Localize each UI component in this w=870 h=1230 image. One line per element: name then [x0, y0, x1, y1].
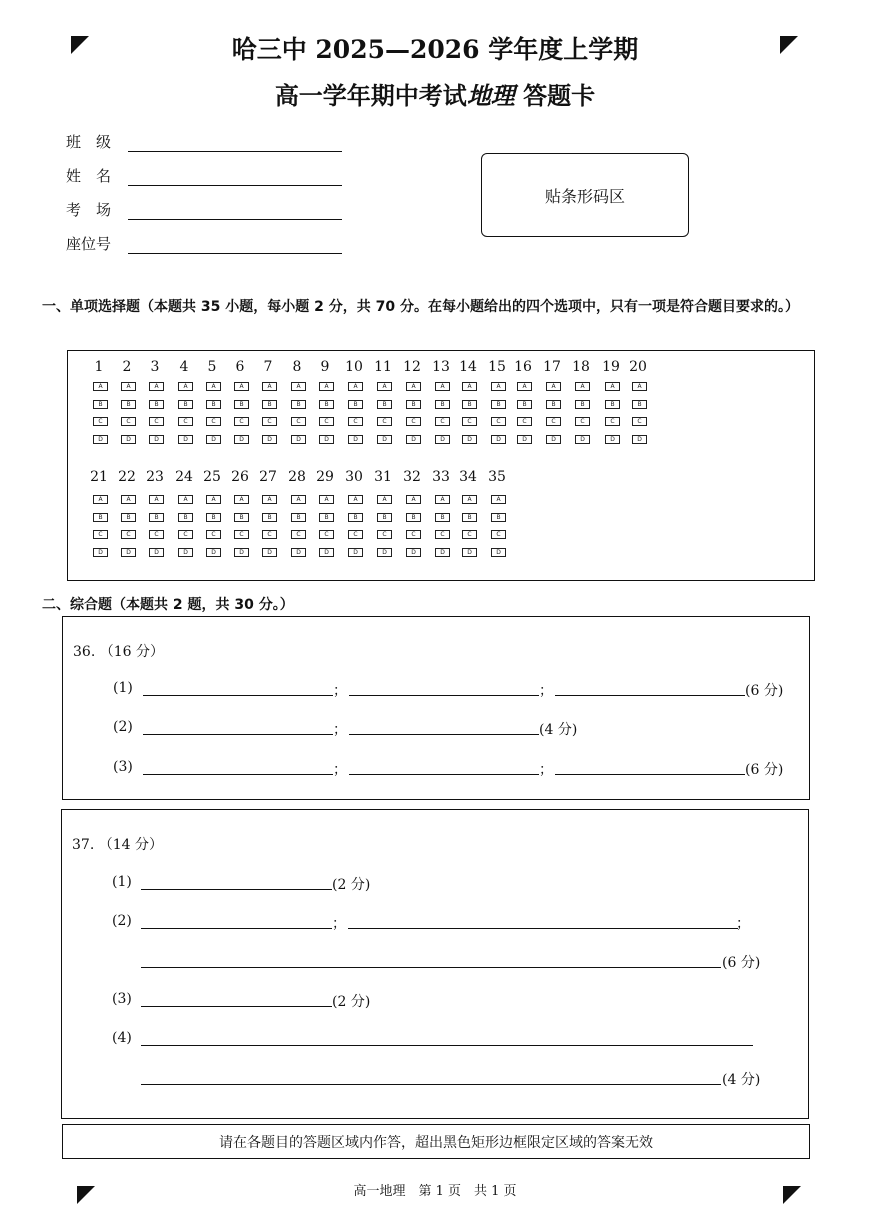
question-number: 19: [602, 359, 620, 375]
answer-bubble-34-b[interactable]: B: [462, 513, 477, 522]
answer-bubble-32-b[interactable]: B: [406, 513, 421, 522]
answer-bubble-1-c[interactable]: C: [93, 417, 108, 426]
answer-line[interactable]: [143, 695, 333, 696]
answer-bubble-14-a[interactable]: A: [462, 382, 477, 391]
answer-bubble-11-c[interactable]: C: [377, 417, 392, 426]
notice-box: [62, 1124, 810, 1159]
info-row-class: [66, 130, 342, 152]
score-label: (4 分): [722, 1072, 761, 1088]
page-footer: 高一地理 第 1 页 共 1 页: [353, 1184, 517, 1199]
answer-bubble-10-d[interactable]: D: [348, 435, 363, 444]
page-title: 哈三中 2025—2026 学年度上学期: [231, 35, 639, 64]
answer-bubble-16-d[interactable]: D: [517, 435, 532, 444]
seat-number-field[interactable]: [128, 237, 342, 254]
answer-line[interactable]: [141, 1084, 721, 1085]
answer-bubble-8-d[interactable]: D: [291, 435, 306, 444]
question-number: 30: [345, 469, 363, 485]
score-label: (6 分): [745, 762, 784, 778]
answer-bubble-16-c[interactable]: C: [517, 417, 532, 426]
answer-bubble-33-d[interactable]: D: [435, 548, 450, 557]
answer-bubble-24-a[interactable]: A: [178, 495, 193, 504]
info-row-exam-room: [66, 198, 342, 220]
answer-bubble-16-b[interactable]: B: [517, 400, 532, 409]
answer-line[interactable]: [349, 734, 539, 735]
question-number: 11: [374, 359, 392, 375]
answer-bubble-32-c[interactable]: C: [406, 530, 421, 539]
answer-bubble-5-d[interactable]: D: [206, 435, 221, 444]
answer-bubble-33-b[interactable]: B: [435, 513, 450, 522]
answer-bubble-25-d[interactable]: D: [206, 548, 221, 557]
question-36-box: [62, 616, 810, 800]
answer-bubble-23-c[interactable]: C: [149, 530, 164, 539]
answer-bubble-26-b[interactable]: B: [234, 513, 249, 522]
answer-bubble-28-d[interactable]: D: [291, 548, 306, 557]
score-label: (2 分): [332, 994, 371, 1010]
answer-bubble-19-a[interactable]: A: [605, 382, 620, 391]
info-row-seat: [66, 232, 342, 254]
answer-bubble-21-d[interactable]: D: [93, 548, 108, 557]
answer-bubble-15-d[interactable]: D: [491, 435, 506, 444]
part-label: (3): [113, 759, 133, 775]
answer-bubble-30-a[interactable]: A: [348, 495, 363, 504]
answer-bubble-2-b[interactable]: B: [121, 400, 136, 409]
question-number: 17: [543, 359, 561, 375]
question-number: 8: [292, 359, 302, 375]
answer-bubble-17-d[interactable]: D: [546, 435, 561, 444]
notice-text: 请在各题目的答题区域内作答，超出黑色矩形边框限定区域的答案无效: [219, 1134, 653, 1151]
answer-bubble-5-b[interactable]: B: [206, 400, 221, 409]
answer-bubble-13-b[interactable]: B: [435, 400, 450, 409]
answer-bubble-9-a[interactable]: A: [319, 382, 334, 391]
answer-bubble-33-a[interactable]: A: [435, 495, 450, 504]
answer-bubble-10-a[interactable]: A: [348, 382, 363, 391]
info-row-name: [66, 164, 342, 186]
answer-bubble-10-c[interactable]: C: [348, 417, 363, 426]
answer-bubble-14-d[interactable]: D: [462, 435, 477, 444]
answer-line[interactable]: [143, 774, 333, 775]
question-number: 34: [459, 469, 477, 485]
answer-bubble-6-d[interactable]: D: [234, 435, 249, 444]
answer-bubble-33-c[interactable]: C: [435, 530, 450, 539]
score-label: (2 分): [332, 877, 371, 893]
answer-bubble-3-b[interactable]: B: [149, 400, 164, 409]
answer-bubble-35-b[interactable]: B: [491, 513, 506, 522]
question-number: 31: [374, 469, 392, 485]
answer-bubble-4-c[interactable]: C: [178, 417, 193, 426]
answer-bubble-23-b[interactable]: B: [149, 513, 164, 522]
question-number: 25: [203, 469, 221, 485]
answer-bubble-24-b[interactable]: B: [178, 513, 193, 522]
answer-bubble-21-c[interactable]: C: [93, 530, 108, 539]
answer-bubble-34-d[interactable]: D: [462, 548, 477, 557]
question-number: 26: [231, 469, 249, 485]
answer-bubble-28-b[interactable]: B: [291, 513, 306, 522]
answer-bubble-8-c[interactable]: C: [291, 417, 306, 426]
answer-bubble-32-d[interactable]: D: [406, 548, 421, 557]
answer-bubble-30-d[interactable]: D: [348, 548, 363, 557]
question-number: 5: [207, 359, 217, 375]
barcode-label: 贴条形码区: [544, 186, 625, 206]
answer-bubble-1-d[interactable]: D: [93, 435, 108, 444]
answer-bubble-26-c[interactable]: C: [234, 530, 249, 539]
answer-bubble-19-c[interactable]: C: [605, 417, 620, 426]
answer-bubble-22-b[interactable]: B: [121, 513, 136, 522]
info-label: 班 级: [66, 133, 112, 151]
answer-bubble-16-a[interactable]: A: [517, 382, 532, 391]
section1-heading: 一、单项选择题（本题共 35 小题，每小题 2 分，共 70 分。在每小题给出的四个选项中，只有一项是符合题目要求的。）: [42, 299, 799, 315]
answer-bubble-34-a[interactable]: A: [462, 495, 477, 504]
answer-bubble-12-d[interactable]: D: [406, 435, 421, 444]
answer-bubble-21-a[interactable]: A: [93, 495, 108, 504]
score-label: (6 分): [722, 955, 761, 971]
answer-bubble-14-c[interactable]: C: [462, 417, 477, 426]
answer-bubble-10-b[interactable]: B: [348, 400, 363, 409]
answer-bubble-23-d[interactable]: D: [149, 548, 164, 557]
question-number: 24: [175, 469, 193, 485]
answer-line[interactable]: [141, 889, 332, 890]
answer-bubble-30-c[interactable]: C: [348, 530, 363, 539]
question-number: 35: [488, 469, 506, 485]
exam-room-field[interactable]: [128, 203, 342, 220]
question-number: 1: [94, 359, 104, 375]
separator: ；: [539, 683, 553, 699]
question-number: 12: [403, 359, 421, 375]
answer-bubble-17-a[interactable]: A: [546, 382, 561, 391]
question-number: 7: [263, 359, 273, 375]
question-number: 29: [316, 469, 334, 485]
answer-bubble-4-b[interactable]: B: [178, 400, 193, 409]
separator: ；: [539, 762, 553, 778]
answer-bubble-35-c[interactable]: C: [491, 530, 506, 539]
answer-bubble-8-a[interactable]: A: [291, 382, 306, 391]
answer-bubble-18-a[interactable]: A: [575, 382, 590, 391]
answer-bubble-14-b[interactable]: B: [462, 400, 477, 409]
answer-bubble-27-d[interactable]: D: [262, 548, 277, 557]
answer-line[interactable]: [141, 967, 721, 968]
question-number: 27: [259, 469, 277, 485]
score-label: (6 分): [745, 683, 784, 699]
separator: ；: [333, 722, 347, 738]
answer-bubble-3-a[interactable]: A: [149, 382, 164, 391]
answer-bubble-4-d[interactable]: D: [178, 435, 193, 444]
answer-bubble-21-b[interactable]: B: [93, 513, 108, 522]
separator: ；: [332, 916, 346, 932]
answer-bubble-18-c[interactable]: C: [575, 417, 590, 426]
answer-bubble-5-c[interactable]: C: [206, 417, 221, 426]
answer-bubble-17-c[interactable]: C: [546, 417, 561, 426]
part-label: (1): [112, 874, 132, 890]
answer-line[interactable]: [143, 734, 333, 735]
answer-bubble-23-a[interactable]: A: [149, 495, 164, 504]
answer-bubble-25-c[interactable]: C: [206, 530, 221, 539]
answer-bubble-7-c[interactable]: C: [262, 417, 277, 426]
answer-bubble-2-c[interactable]: C: [121, 417, 136, 426]
answer-bubble-24-d[interactable]: D: [178, 548, 193, 557]
answer-bubble-4-a[interactable]: A: [178, 382, 193, 391]
answer-bubble-35-d[interactable]: D: [491, 548, 506, 557]
answer-bubble-11-a[interactable]: A: [377, 382, 392, 391]
answer-bubble-25-b[interactable]: B: [206, 513, 221, 522]
answer-bubble-11-d[interactable]: D: [377, 435, 392, 444]
answer-bubble-6-c[interactable]: C: [234, 417, 249, 426]
answer-bubble-28-c[interactable]: C: [291, 530, 306, 539]
question-36-title: 36. （16 分）: [73, 644, 164, 660]
answer-line[interactable]: [349, 774, 539, 775]
answer-bubble-29-c[interactable]: C: [319, 530, 334, 539]
info-label: 座位号: [66, 235, 112, 253]
separator: ；: [333, 762, 347, 778]
answer-line[interactable]: [555, 695, 745, 696]
answer-bubble-7-b[interactable]: B: [262, 400, 277, 409]
question-number: 4: [179, 359, 189, 375]
answer-line[interactable]: [555, 774, 745, 775]
answer-bubble-27-a[interactable]: A: [262, 495, 277, 504]
answer-bubble-9-d[interactable]: D: [319, 435, 334, 444]
question-number: 9: [320, 359, 330, 375]
separator: ；: [736, 916, 750, 932]
question-number: 33: [432, 469, 450, 485]
answer-bubble-15-a[interactable]: A: [491, 382, 506, 391]
name-field[interactable]: [128, 169, 342, 186]
answer-bubble-32-a[interactable]: A: [406, 495, 421, 504]
answer-bubble-24-c[interactable]: C: [178, 530, 193, 539]
question-number: 10: [345, 359, 363, 375]
answer-bubble-7-d[interactable]: D: [262, 435, 277, 444]
question-number: 32: [403, 469, 421, 485]
answer-bubble-31-a[interactable]: A: [377, 495, 392, 504]
answer-bubble-9-c[interactable]: C: [319, 417, 334, 426]
answer-bubble-19-d[interactable]: D: [605, 435, 620, 444]
question-number: 15: [488, 359, 506, 375]
answer-bubble-27-c[interactable]: C: [262, 530, 277, 539]
question-number: 18: [572, 359, 590, 375]
answer-bubble-20-a[interactable]: A: [632, 382, 647, 391]
subtitle-prefix: 高一学年期中考试: [274, 81, 467, 110]
answer-bubble-5-a[interactable]: A: [206, 382, 221, 391]
question-number: 2: [122, 359, 132, 375]
answer-bubble-30-b[interactable]: B: [348, 513, 363, 522]
question-37-title: 37. （14 分）: [72, 837, 163, 853]
answer-bubble-13-c[interactable]: C: [435, 417, 450, 426]
answer-bubble-22-c[interactable]: C: [121, 530, 136, 539]
question-number: 20: [629, 359, 647, 375]
barcode-area: [481, 153, 689, 237]
answer-bubble-15-c[interactable]: C: [491, 417, 506, 426]
answer-bubble-12-b[interactable]: B: [406, 400, 421, 409]
answer-bubble-18-d[interactable]: D: [575, 435, 590, 444]
part-label: (2): [113, 719, 133, 735]
multiple-choice-grid: [67, 350, 815, 581]
info-label: 考 场: [66, 201, 112, 219]
answer-bubble-29-d[interactable]: D: [319, 548, 334, 557]
answer-bubble-8-b[interactable]: B: [291, 400, 306, 409]
answer-bubble-22-a[interactable]: A: [121, 495, 136, 504]
answer-bubble-3-d[interactable]: D: [149, 435, 164, 444]
answer-bubble-17-b[interactable]: B: [546, 400, 561, 409]
answer-bubble-20-c[interactable]: C: [632, 417, 647, 426]
answer-bubble-1-b[interactable]: B: [93, 400, 108, 409]
answer-bubble-29-a[interactable]: A: [319, 495, 334, 504]
question-number: 14: [459, 359, 477, 375]
part-label: (3): [112, 991, 132, 1007]
question-number: 23: [146, 469, 164, 485]
answer-bubble-13-d[interactable]: D: [435, 435, 450, 444]
subject-name: 地理: [466, 81, 515, 110]
answer-bubble-31-b[interactable]: B: [377, 513, 392, 522]
answer-bubble-15-b[interactable]: B: [491, 400, 506, 409]
question-number: 28: [288, 469, 306, 485]
answer-bubble-27-b[interactable]: B: [262, 513, 277, 522]
answer-bubble-22-d[interactable]: D: [121, 548, 136, 557]
part-label: (4): [112, 1030, 132, 1046]
answer-bubble-6-b[interactable]: B: [234, 400, 249, 409]
answer-bubble-20-d[interactable]: D: [632, 435, 647, 444]
answer-bubble-26-a[interactable]: A: [234, 495, 249, 504]
answer-bubble-28-a[interactable]: A: [291, 495, 306, 504]
answer-bubble-7-a[interactable]: A: [262, 382, 277, 391]
answer-line[interactable]: [141, 1006, 332, 1007]
question-number: 6: [235, 359, 245, 375]
question-number: 21: [90, 469, 108, 485]
answer-line[interactable]: [349, 695, 539, 696]
question-number: 16: [514, 359, 532, 375]
score-label: (4 分): [539, 722, 578, 738]
section2-heading: 二、综合题（本题共 2 题，共 30 分。）: [42, 597, 294, 613]
answer-bubble-2-d[interactable]: D: [121, 435, 136, 444]
question-number: 13: [432, 359, 450, 375]
answer-bubble-11-b[interactable]: B: [377, 400, 392, 409]
answer-bubble-1-a[interactable]: A: [93, 382, 108, 391]
answer-bubble-31-c[interactable]: C: [377, 530, 392, 539]
part-label: (2): [112, 913, 132, 929]
answer-bubble-13-a[interactable]: A: [435, 382, 450, 391]
answer-bubble-9-b[interactable]: B: [319, 400, 334, 409]
page-subtitle: [0, 76, 870, 111]
answer-bubble-2-a[interactable]: A: [121, 382, 136, 391]
answer-bubble-6-a[interactable]: A: [234, 382, 249, 391]
class-field[interactable]: [128, 135, 342, 152]
info-label: 姓 名: [66, 167, 112, 185]
answer-bubble-12-c[interactable]: C: [406, 417, 421, 426]
answer-bubble-3-c[interactable]: C: [149, 417, 164, 426]
answer-bubble-34-c[interactable]: C: [462, 530, 477, 539]
question-37-box: [61, 809, 809, 1119]
subtitle-suffix: 答题卡: [523, 81, 596, 110]
answer-bubble-31-d[interactable]: D: [377, 548, 392, 557]
answer-bubble-29-b[interactable]: B: [319, 513, 334, 522]
answer-bubble-12-a[interactable]: A: [406, 382, 421, 391]
answer-line[interactable]: [141, 1045, 753, 1046]
answer-bubble-26-d[interactable]: D: [234, 548, 249, 557]
part-label: (1): [113, 680, 133, 696]
answer-line[interactable]: [348, 928, 738, 929]
answer-bubble-35-a[interactable]: A: [491, 495, 506, 504]
question-number: 22: [118, 469, 136, 485]
answer-bubble-25-a[interactable]: A: [206, 495, 221, 504]
answer-line[interactable]: [141, 928, 332, 929]
answer-bubble-20-b[interactable]: B: [632, 400, 647, 409]
separator: ；: [333, 683, 347, 699]
answer-bubble-19-b[interactable]: B: [605, 400, 620, 409]
question-number: 3: [150, 359, 160, 375]
answer-bubble-18-b[interactable]: B: [575, 400, 590, 409]
